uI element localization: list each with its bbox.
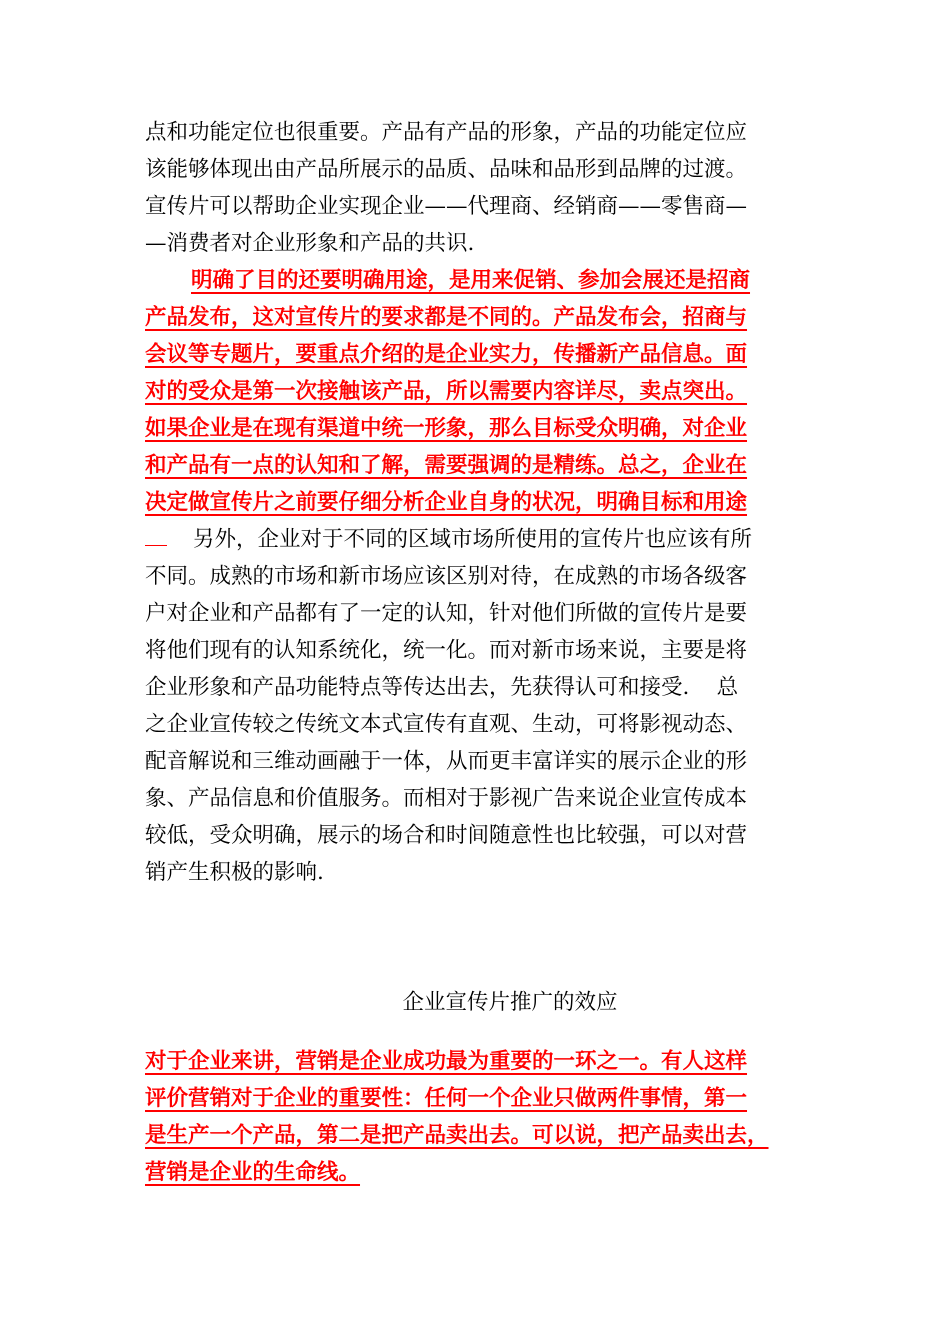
paragraph-text: 另外，企业对于不同的区域市场所使用的宣传片也应该有所 (193, 527, 753, 552)
paragraph-line: 将他们现有的认知系统化，统一化。而对新市场来说，主要是将 (145, 638, 748, 663)
highlighted-text: 营销是企业的生命线。 (145, 1160, 361, 1185)
highlighted-line (145, 410, 811, 447)
paragraph-line: 户对企业和产品都有了一定的认知，针对他们所做的宣传片是要 (145, 601, 748, 626)
highlighted-text: 对于企业来讲，营销是企业成功最为重要的一环之一。有人这样 (145, 1049, 748, 1074)
highlighted-text: 是生产一个产品，第二是把产品卖出去。可以说，把产品卖出去， (145, 1123, 769, 1148)
highlighted-line (145, 299, 811, 336)
document-body-2 (145, 1043, 811, 1191)
highlighted-line (145, 336, 811, 373)
paragraph-line: 之企业宣传较之传统文本式宣传有直观、生动，可将影视动态、 (145, 712, 748, 737)
paragraph-line: 象、产品信息和价值服务。而相对于影视广告来说企业宣传成本 (145, 786, 748, 811)
paragraph-line (145, 521, 811, 558)
highlighted-text: 会议等专题片，要重点介绍的是企业实力，传播新产品信息。面 (145, 342, 748, 367)
paragraph-line: —消费者对企业形象和产品的共识. (145, 231, 475, 256)
paragraph-line: 企业形象和产品功能特点等传达出去，先获得认可和接受. 总 (145, 675, 739, 700)
highlighted-line (145, 1043, 811, 1080)
paragraph-line: 销产生积极的影响. (145, 860, 324, 885)
paragraph-line: 点和功能定位也很重要。产品有产品的形象，产品的功能定位应 (145, 120, 748, 145)
highlighted-line (145, 447, 811, 484)
highlighted-text: 和产品有一点的认知和了解，需要强调的是精练。总之，企业在 (145, 453, 748, 478)
paragraph-line: 不同。成熟的市场和新市场应该区别对待，在成熟的市场各级客 (145, 564, 748, 589)
highlighted-text: 产品发布，这对宣传片的要求都是不同的。产品发布会，招商与 (145, 305, 748, 330)
paragraph-line: 配音解说和三维动画融于一体，从而更丰富详实的展示企业的形 (145, 749, 748, 774)
document-body (145, 114, 811, 891)
section-heading: 企业宣传片推广的效应 (402, 990, 618, 1015)
highlighted-line (145, 1080, 811, 1117)
highlighted-line (145, 1154, 811, 1191)
paragraph-line: 宣传片可以帮助企业实现企业——代理商、经销商——零售商— (145, 194, 748, 219)
underline-mark (145, 521, 167, 546)
highlighted-line (145, 484, 811, 521)
highlighted-text: 评价营销对于企业的重要性：任何一个企业只做两件事情，第一 (145, 1086, 748, 1111)
highlighted-line (145, 1117, 811, 1154)
highlighted-text: 如果企业是在现有渠道中统一形象，那么目标受众明确，对企业 (145, 416, 748, 441)
highlighted-text: 决定做宣传片之前要仔细分析企业自身的状况，明确目标和用途 (145, 490, 748, 515)
paragraph-line: 该能够体现出由产品所展示的品质、品味和品形到品牌的过渡。 (145, 157, 748, 182)
highlighted-text: 对的受众是第一次接触该产品，所以需要内容详尽，卖点突出。 (145, 379, 748, 404)
highlighted-line (145, 262, 811, 299)
highlighted-text: 明确了目的还要明确用途，是用来促销、参加会展还是招商 (191, 268, 751, 293)
highlighted-line (145, 373, 811, 410)
paragraph-line: 较低，受众明确，展示的场合和时间随意性也比较强，可以对营 (145, 823, 748, 848)
